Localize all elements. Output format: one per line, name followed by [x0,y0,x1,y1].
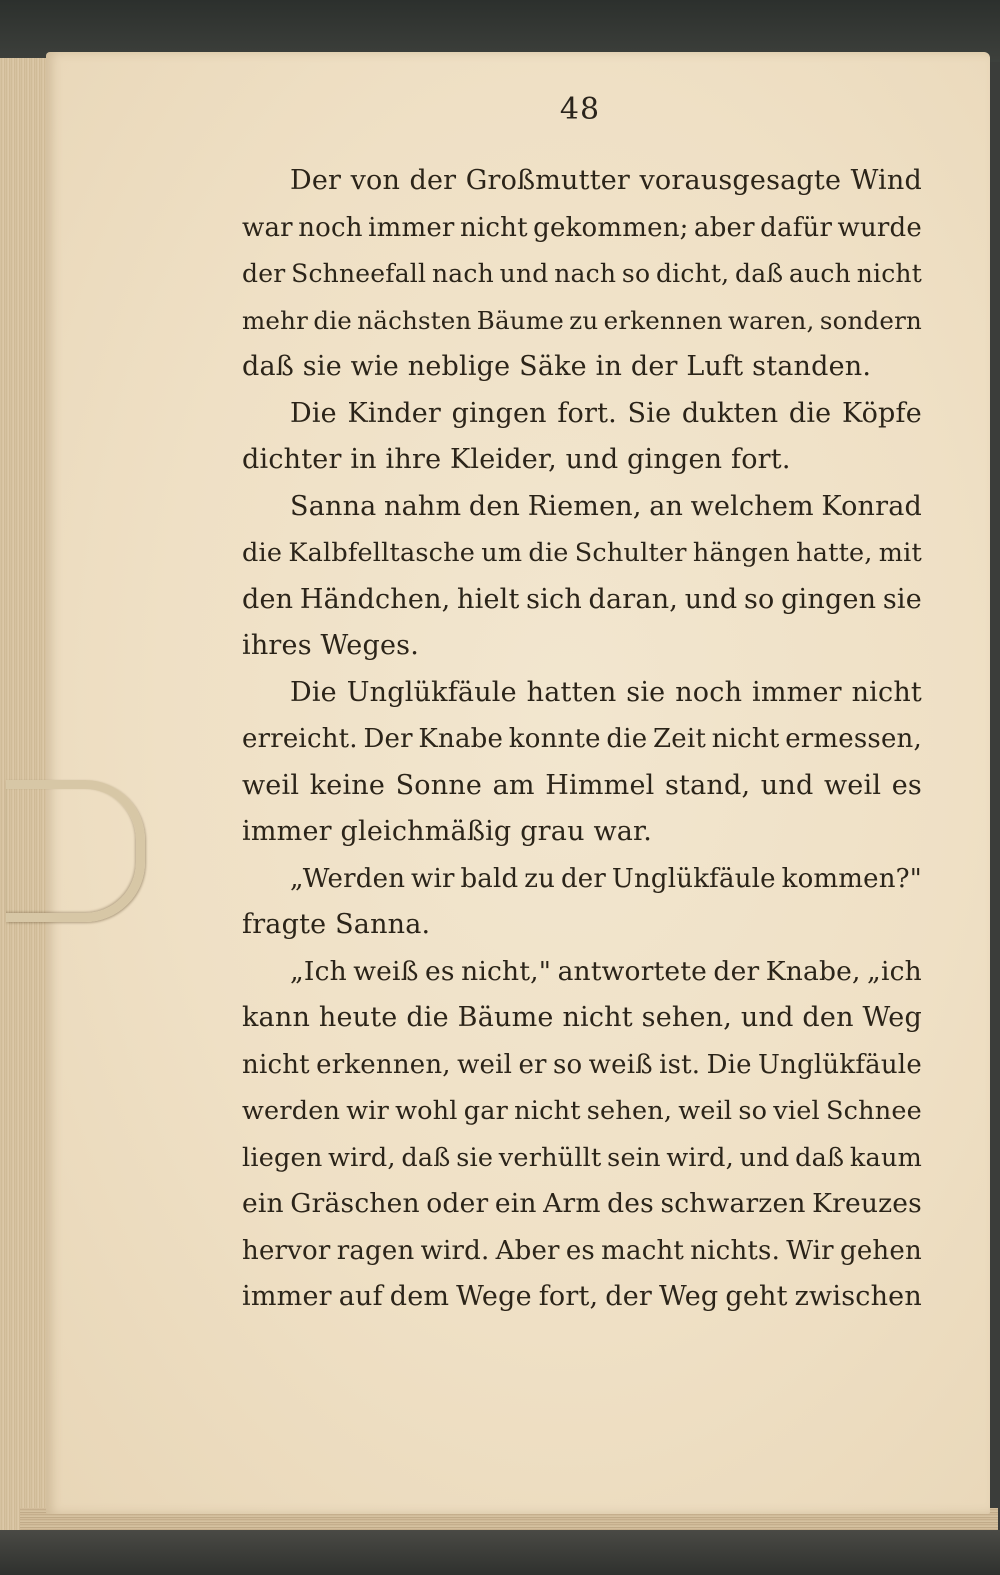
word: kaum [849,1142,922,1173]
word: antwortete [557,955,708,987]
word: Zeit [653,724,707,754]
word: um [481,538,523,568]
word: nicht [711,724,780,754]
word: der [605,1281,653,1312]
word: erreicht. [242,724,358,754]
text-line [242,205,922,252]
word: dukten [681,397,779,429]
word: Weg [862,1002,922,1033]
word: Unglükfäule [346,676,517,708]
word: wir [346,1096,390,1126]
word: so [621,259,651,288]
text-line [242,1181,922,1228]
word: immer [242,1281,332,1312]
body-text [242,158,922,1321]
word: erkennen, [316,1049,451,1080]
word: hielt [457,583,520,615]
word: viel [773,1096,820,1126]
text-line: dichter in ihre Kleider, und gingen fort. [242,444,791,475]
word: des [607,1188,654,1219]
bookmark-ribbon [6,780,145,922]
word: daß [401,1142,451,1173]
word: kann [242,1002,311,1033]
word: war [242,212,293,243]
word: dem [389,1281,450,1312]
word: nicht [242,1049,310,1080]
word: wird. [420,1235,490,1266]
word: es [425,955,455,987]
word: und [739,1142,790,1173]
word: dicht, [655,259,730,288]
text-line [242,1228,922,1275]
word: auf [338,1281,383,1312]
word: Arm [543,1188,601,1219]
word: daß [735,259,784,288]
text-line [242,1135,922,1182]
word: Weg [658,1281,719,1312]
text-line [242,530,922,577]
word: liegen [242,1142,323,1173]
word: geht [725,1281,788,1312]
word: der [560,863,606,894]
word: macht [601,1235,685,1266]
word: wird, [328,1142,396,1173]
word: Unglükfäule [758,1049,922,1080]
word: sich [526,583,582,615]
word: der [242,259,286,288]
word: Großmutter [465,165,631,196]
word: gingen [781,583,877,615]
text-line [242,1274,922,1321]
word: Die [290,397,337,429]
word: aber [694,212,755,243]
word: Die [706,1049,752,1080]
word: kommen?" [781,863,922,894]
word: zu [524,863,556,894]
word: am [492,769,535,801]
text-line [242,391,922,438]
word: gingen [451,397,547,429]
word: zu [569,305,599,335]
scanner-background-bottom [0,1530,1000,1575]
word: die [528,538,569,568]
page-number: 48 [559,92,601,127]
word: wir [411,863,455,894]
word: zwischen [794,1281,922,1312]
word: bald [460,863,519,894]
word: konnte [508,724,601,754]
word: den [468,490,521,522]
word: nach [431,259,494,288]
word: Köpfe [841,397,922,429]
word: fort. [557,397,617,429]
word: dafür [760,212,833,243]
word: nichts. [690,1235,781,1266]
text-line [242,298,922,345]
word: sehen, [641,1002,733,1033]
word: von [350,165,401,196]
word: Wind [850,165,922,196]
text-line [242,1088,922,1135]
word: immer [368,212,455,243]
word: Bäume [476,305,564,335]
word: mit [878,538,922,568]
word: welchem [690,490,814,522]
word: Schulter [574,538,687,568]
word: mehr [242,305,309,335]
word: an [649,490,684,522]
word: nächsten [357,305,472,335]
word: ermessen, [785,724,922,754]
word: Schneefall [291,259,427,288]
word: „Ich [290,955,347,987]
word: es [891,769,922,801]
word: wird, [666,1142,734,1173]
text-line: daß sie wie neblige Säke in der Luft standen. [242,351,872,382]
word: Knabe, [765,955,861,987]
word: erkennen [603,305,723,335]
word: daran, [588,583,679,615]
word: weiß [588,1049,653,1080]
text-line [242,158,922,205]
word: Händchen, [299,583,451,615]
word: sie [456,1142,494,1173]
text-line [242,577,922,624]
word: werden [242,1096,341,1126]
word: Kinder [347,397,442,429]
word: den [802,1002,854,1033]
text-line: immer gleichmäßig grau war. [242,816,652,847]
text-line [242,763,922,810]
word: immer [752,676,842,708]
word: Himmel [545,769,655,801]
word: weil [242,769,300,801]
word: sehen, [586,1096,673,1126]
word: so [552,1049,583,1080]
word: stand, [665,769,751,801]
text-line [242,856,922,903]
word: der [713,955,760,987]
word: und [684,583,738,615]
word: wohl [395,1096,458,1126]
word: Der [363,724,413,754]
word: Kalbfelltasche [288,538,476,568]
word: hatte, [796,538,873,568]
text-line [242,995,922,1042]
word: Wege [456,1281,532,1312]
word: hängen [692,538,790,568]
word: „Werden [290,863,406,894]
word: gekommen; [533,212,689,243]
word: Der [290,165,342,196]
word: Bäume [457,1002,554,1033]
word: gar [463,1096,509,1126]
word: Sonne [395,769,483,801]
word: weil [678,1096,733,1126]
word: „ich [867,955,922,987]
word: nahm [384,490,462,522]
word: fort, [538,1281,599,1312]
word: der [409,165,457,196]
word: Schnee [825,1096,922,1126]
text-line [242,251,922,298]
word: nicht [562,1002,633,1033]
word: sein [607,1142,661,1173]
word: verhüllt [498,1142,602,1173]
word: Sie [627,397,672,429]
word: Knabe [418,724,504,754]
word: hervor [242,1235,331,1266]
word: wurde [837,212,922,243]
word: die [242,538,283,568]
word: so [738,1096,768,1126]
word: er [518,1049,547,1080]
word: die [606,724,648,754]
word: noch [298,212,363,243]
text-line: fragte Sanna. [242,909,431,940]
word: sondern [819,305,922,335]
word: Die [290,676,337,708]
text-line [242,949,922,996]
text-line [242,484,922,531]
word: Riemen, [527,490,642,522]
word: auch [789,259,851,288]
word: Aber [495,1235,560,1266]
word: ein [242,1188,284,1219]
word: daß [795,1142,845,1173]
word: ist. [659,1049,701,1080]
word: weil [457,1049,513,1080]
word: so [743,583,775,615]
word: nicht," [461,955,552,987]
word: die [788,397,832,429]
word: keine [309,769,386,801]
text-line [242,1042,922,1089]
word: ragen [336,1235,415,1266]
word: waren, [727,305,815,335]
word: und [760,769,814,801]
text-line [242,670,922,717]
word: sie [882,583,922,615]
word: nicht [856,259,922,288]
word: Unglükfäule [611,863,776,894]
word: es [565,1235,595,1266]
word: oder [426,1188,489,1219]
word: Wir [786,1235,834,1266]
word: noch [675,676,743,708]
word: und [499,259,549,288]
word: den [242,583,294,615]
word: ein [494,1188,537,1219]
word: und [740,1002,794,1033]
word: weiß [353,955,419,987]
word: die [406,1002,449,1033]
word: nicht [851,676,922,708]
text-line: ihres Weges. [242,630,419,661]
word: sie [626,676,666,708]
word: die [313,305,352,335]
word: Sanna [290,490,377,522]
word: weil [824,769,882,801]
word: nicht [514,1096,581,1126]
word: Konrad [821,490,922,522]
word: nicht [459,212,528,243]
text-line [242,716,922,763]
word: gehen [839,1235,922,1266]
word: heute [318,1002,398,1033]
word: Gräschen [290,1188,420,1219]
word: vorausgesagte [639,165,842,196]
word: nach [554,259,617,288]
word: Kreuzes [812,1188,922,1219]
word: schwarzen [660,1188,806,1219]
word: hatten [526,676,617,708]
